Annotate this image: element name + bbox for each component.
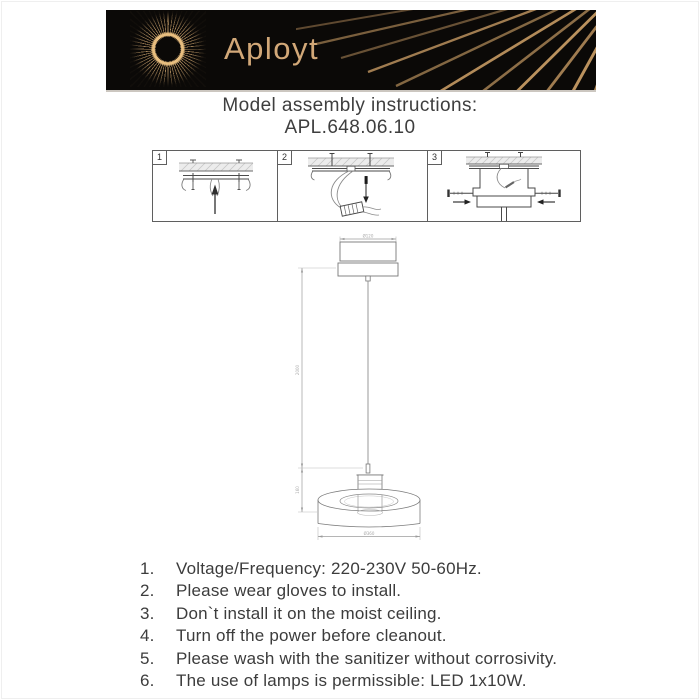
step-number-badge: 1 (152, 150, 167, 165)
item-text: Voltage/Frequency: 220-230V 50-60Hz. (176, 559, 482, 578)
step-3-diagram-canopy-fixing (428, 151, 580, 221)
dim-shade-diameter: Ø360 (363, 530, 375, 536)
item-number: 1. (140, 559, 155, 578)
dim-suspension-length: 2000 (294, 364, 300, 376)
assembly-steps (152, 150, 581, 222)
brand-banner (106, 10, 596, 92)
item-number: 5. (140, 648, 155, 668)
assembly-step-panel-2 (277, 150, 428, 222)
assembly-step-panel-3 (427, 150, 581, 222)
item-text: Please wear gloves to install. (176, 581, 402, 601)
item-number: 6. (140, 671, 155, 691)
assembly-step-panel-1 (152, 150, 278, 222)
item-number: 4. (140, 626, 155, 646)
item-number: 3. (140, 603, 155, 623)
step-number-badge: 3 (427, 150, 442, 165)
brand-wordmark: Aployt (224, 31, 320, 66)
dim-shade-height: 160 (294, 486, 300, 494)
instruction-list (140, 558, 610, 692)
pendant-dimension-drawing (290, 228, 440, 553)
item-text: The use of lamps is permissible: LED 1x10W. (176, 671, 527, 691)
item-text: Please wash with the sanitizer without corrosivity. (176, 648, 558, 668)
list-item (140, 558, 610, 580)
model-number: APL.648.06.10 (284, 117, 416, 138)
list-item (140, 580, 610, 602)
page-title: Model assembly instructions: (222, 95, 478, 116)
banner-rays-decoration (296, 10, 596, 90)
list-item (140, 670, 610, 692)
list-item (140, 648, 610, 670)
list-item (140, 603, 610, 625)
dim-canopy-width: Ø120 (362, 233, 374, 239)
item-text: Don`t install it on the moist ceiling. (176, 603, 442, 623)
step-2-diagram-wire-connection (278, 151, 427, 221)
step-number-badge: 2 (277, 150, 292, 165)
title-block (0, 95, 700, 139)
item-number: 2. (140, 581, 155, 601)
sunburst-logo-icon (130, 11, 206, 87)
item-text: Turn off the power before cleanout. (176, 626, 447, 646)
list-item (140, 625, 610, 647)
step-1-diagram-bracket-mounting (153, 151, 277, 221)
